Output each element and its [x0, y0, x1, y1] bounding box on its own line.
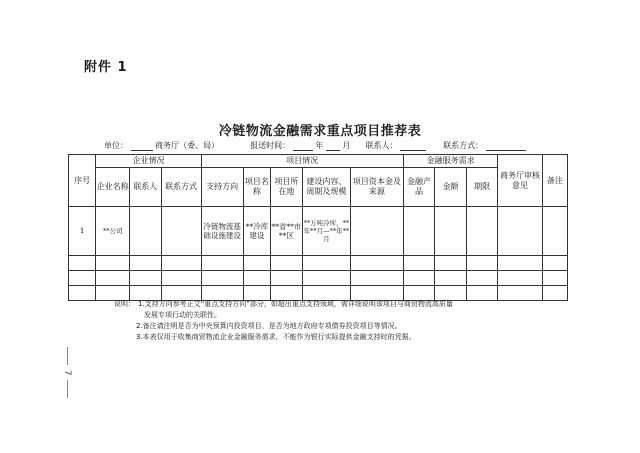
group-enterprise: 企业情况: [96, 155, 201, 168]
header-support-direction: 支持方向: [201, 168, 243, 207]
group-project: 项目情况: [201, 155, 403, 168]
note-item: 3.本表仅用于收集商贸物流企业金融服务需求，不能作为银行实际提供金融支持时的凭据。: [136, 333, 416, 341]
page-number: 7: [62, 369, 72, 376]
cell-construction: **万吨冷库，**年**月—**年**月: [302, 207, 350, 256]
page-title: 冷链物流金融需求重点项目推荐表: [218, 124, 422, 139]
cell-support-direction: 冷链物流基础设施建设: [201, 207, 243, 256]
notes: [114, 299, 574, 343]
header-contact-method: 联系方式: [161, 168, 201, 207]
cell-funding: [351, 207, 404, 256]
page-number-mark: [62, 345, 72, 400]
contact-blank: [400, 142, 426, 151]
unit-blank: [131, 142, 153, 151]
cell-amount: [435, 207, 467, 256]
header-review: 商务厅审核意见: [498, 155, 542, 207]
table-row: [69, 271, 568, 286]
header-term: 期限: [466, 168, 498, 207]
page-bar-bottom: [67, 380, 68, 398]
cell-review: [498, 207, 542, 256]
cell-contact-method: [161, 207, 201, 256]
notes-label: 说明：: [114, 300, 135, 308]
table-row: [69, 256, 568, 271]
cell-company-name: **公司: [96, 207, 130, 256]
note-line: [114, 332, 574, 343]
header-project-location: 项目所在地: [271, 168, 303, 207]
cell-remarks: [542, 207, 567, 256]
table-row: [69, 207, 568, 256]
header-company-name: 企业名称: [96, 168, 130, 207]
date-label: 报送时间：: [250, 141, 291, 150]
header-seq: 序号: [69, 155, 96, 207]
contact-method-label: 联系方式：: [443, 141, 484, 150]
note-line: [114, 321, 574, 332]
month-label: 月: [342, 141, 351, 150]
cell-term: [466, 207, 498, 256]
recommendation-table: [68, 154, 568, 301]
group-finance: 金融服务需求: [403, 155, 498, 168]
cell-finance-product: [403, 207, 435, 256]
contact-method-blank: [486, 142, 526, 151]
unit-label: 单位：: [104, 141, 128, 150]
header-remarks: 备注: [542, 155, 567, 207]
unit-value: 商务厅（委、局）: [155, 141, 220, 150]
year-label: 年: [315, 141, 324, 150]
page-bar-top: [67, 347, 68, 365]
note-item: 2.备注请注明是否为中央预算内投资项目、是否为地方政府专项债券投资项目等情况。: [136, 322, 402, 330]
header-funding: 项目资本金及来源: [351, 168, 404, 207]
attachment-label: 附件 1: [84, 60, 128, 75]
cell-seq: 1: [69, 207, 96, 256]
note-item: 1.支持方向参考正文“重点支持方向”部分，如超出重点支持领域，需详细说明该项目与商贸物流高质量: [138, 300, 453, 308]
cell-contact-person: [130, 207, 162, 256]
header-contact-person: 联系人: [130, 168, 162, 207]
note-item: 发展专项行动的关联性。: [144, 311, 221, 319]
header-amount: 金额: [435, 168, 467, 207]
cell-project-name: **冷库建设: [243, 207, 270, 256]
form-meta-line: [104, 140, 564, 151]
header-finance-product: 金融产品: [403, 168, 435, 207]
cell-project-location: **省**市**区: [271, 207, 303, 256]
header-construction: 建设内容、周期及规模: [302, 168, 350, 207]
header-project-name: 项目名称: [243, 168, 270, 207]
year-blank: [293, 142, 313, 151]
note-line: [114, 310, 574, 321]
note-line: [114, 299, 574, 310]
month-blank: [326, 142, 340, 151]
contact-label: 联系人：: [365, 141, 398, 150]
